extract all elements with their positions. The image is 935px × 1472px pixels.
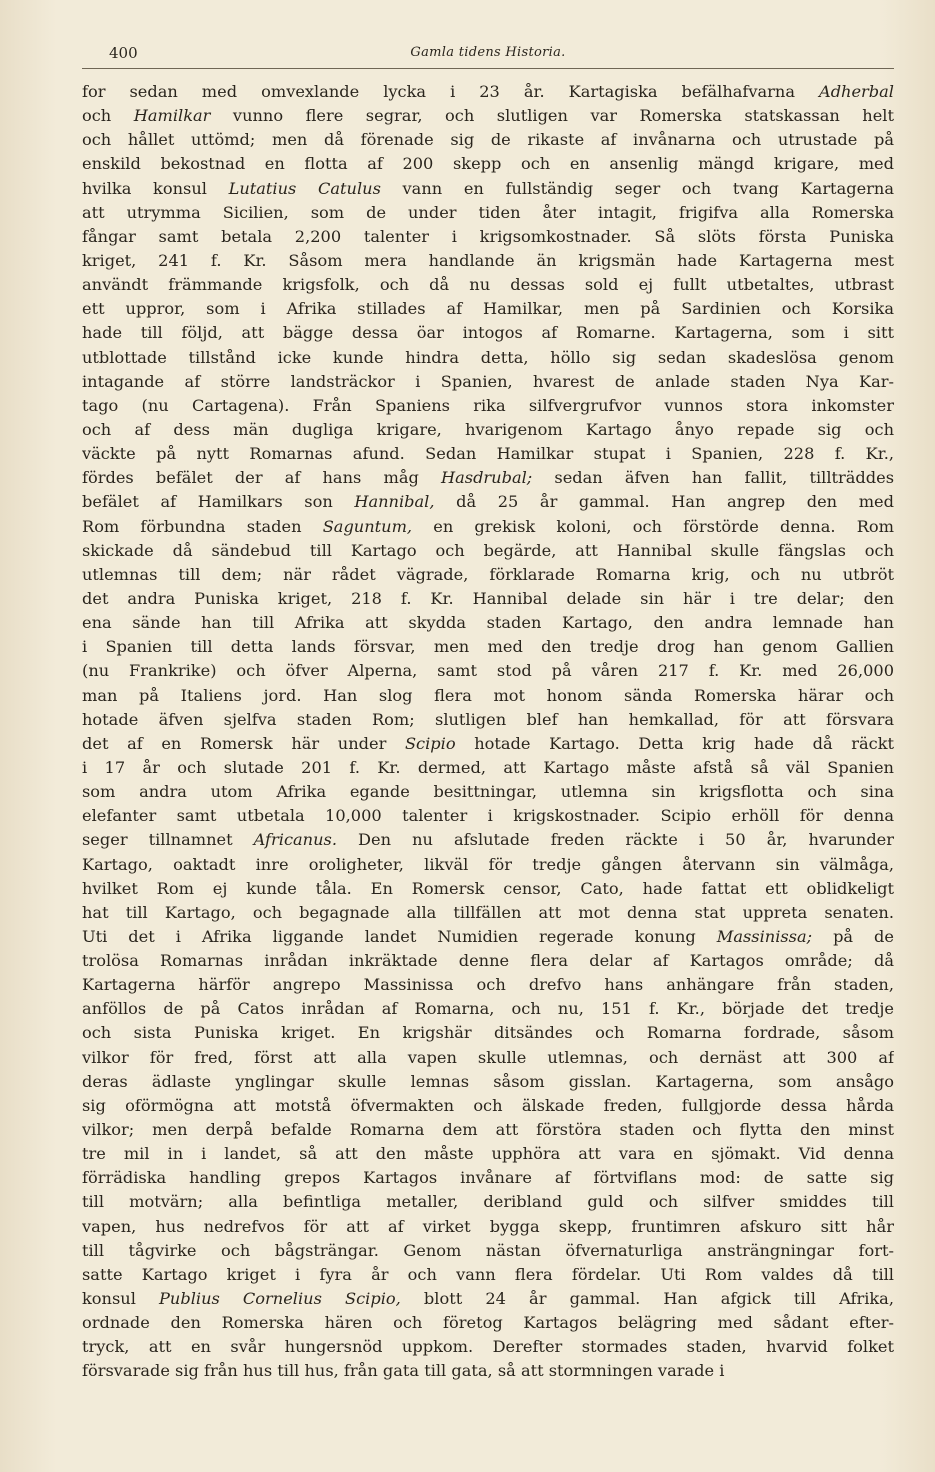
text-line: satte Kartago kriget i fyra år och vann flera fördelar. Uti Rom valdes då till [82, 1264, 894, 1284]
text-line: tre mil in i landet, så att den måste upphöra att vara en sjömakt. Vid denna [82, 1144, 894, 1164]
text-line: hotade äfven sjelfva staden Rom; slutligen blef han hemkallad, för att försvara [82, 709, 894, 729]
text-line: fångar samt betala 2,200 talenter i krigsomkostnader. Så slöts första Puniska [82, 226, 894, 246]
text-line: fördes befälet der af hans måg Hasdrubal; sedan äfven han fallit, tillträddes [82, 468, 894, 488]
text-line: hvilka konsul Lutatius Catulus vann en fullständig seger och tvang Kartagerna [82, 178, 894, 198]
text-line: kriget, 241 f. Kr. Såsom mera handlande än krigsmän hade Kartagerna mest [82, 250, 894, 270]
text-line: hade till följd, att bägge dessa öar intogos af Romarne. Kartagerna, som i sitt [82, 323, 894, 343]
text-line: vilkor för fred, först att alla vapen skulle utlemnas, och dernäst att 300 af [82, 1047, 894, 1067]
text-line: anföllos de på Catos inrådan af Romarna, och nu, 151 f. Kr., började det tredje [82, 999, 894, 1019]
text-line: och sista Puniska kriget. En krigshär ditsändes och Romarna fordrade, såsom [82, 1023, 894, 1043]
running-title: Gamla tidens Historia. [410, 45, 566, 60]
text-line: utblottade tillstånd icke kunde hindra detta, höllo sig sedan skadeslösa genom [82, 347, 894, 367]
page-header [82, 42, 894, 69]
text-line: enskild bekostnad en flotta af 200 skepp och en ansenlig mängd krigare, med [82, 154, 894, 174]
text-line: intagande af större landsträckor i Spanien, hvarest de anlade staden Nya Kar- [82, 371, 894, 391]
text-line: användt främmande krigsfolk, och då nu dessas sold ej fullt utbetaltes, utbrast [82, 275, 894, 295]
text-line: förrädiska handling grepos Kartagos invånare af förtviflans mod: de satte sig [82, 1168, 894, 1188]
text-line: tryck, att en svår hungersnöd uppkom. Derefter stormades staden, hvarvid folket [82, 1337, 894, 1357]
page-number: 400 [109, 44, 138, 62]
text-line: försvarade sig från hus till hus, från gata till gata, så att stormningen varade i [82, 1361, 725, 1381]
text-line: ena sände han till Afrika att skydda staden Kartago, den andra lemnade han [82, 613, 894, 633]
text-line: i 17 år och slutade 201 f. Kr. dermed, att Kartago måste afstå så väl Spanien [82, 757, 894, 777]
text-line: det af en Romersk här under Scipio hotade Kartago. Detta krig hade då räckt [82, 733, 894, 753]
text-line: skickade då sändebud till Kartago och begärde, att Hannibal skulle fängslas och [82, 540, 894, 560]
text-line: trolösa Romarnas inrådan inkräktade denne flera delar af Kartagos område; då [82, 951, 894, 971]
text-line: befälet af Hamilkars son Hannibal, då 25 år gammal. Han angrep den med [82, 492, 894, 512]
text-line: elefanter samt utbetala 10,000 talenter i krigskostnader. Scipio erhöll för denna [82, 806, 894, 826]
text-line: Rom förbundna staden Saguntum, en grekisk koloni, och förstörde denna. Rom [82, 516, 894, 536]
text-line: konsul Publius Cornelius Scipio, blott 24 år gammal. Han afgick till Afrika, [82, 1289, 894, 1309]
text-line: och hållet uttömd; men då förenade sig de rikaste af invånarna och utrustade på [82, 130, 894, 150]
text-line: väckte på nytt Romarnas afund. Sedan Hamilkar stupat i Spanien, 228 f. Kr., [82, 444, 894, 464]
text-line: vilkor; men derpå befalde Romarna dem att förstöra staden och flytta den minst [82, 1120, 894, 1140]
text-line: som andra utom Afrika egande besittningar, utlemna sin krigsflotta och sina [82, 782, 894, 802]
text-line: tago (nu Cartagena). Från Spaniens rika silfvergrufvor vunnos stora inkomster [82, 395, 894, 415]
text-line: sig oförmögna att motstå öfvermakten och älskade freden, fullgjorde dessa hårda [82, 1095, 894, 1115]
text-line: ett uppror, som i Afrika stillades af Hamilkar, men på Sardinien och Korsika [82, 299, 894, 319]
text-line: hat till Kartago, och begagnade alla tillfällen att mot denna stat uppreta senaten. [82, 902, 894, 922]
text-line: man på Italiens jord. Han slog flera mot honom sända Romerska härar och [82, 685, 894, 705]
text-line: hvilket Rom ej kunde tåla. En Romersk censor, Cato, hade fattat ett oblidkeligt [82, 878, 894, 898]
text-line: Uti det i Afrika liggande landet Numidien regerade konung Massinissa; på de [82, 926, 894, 946]
body-text [82, 80, 894, 1384]
text-line: Kartago, oaktadt inre oroligheter, likväl för tredje gången återvann sin välmåga, [82, 854, 894, 874]
text-line: Kartagerna härför angrepo Massinissa och drefvo hans anhängare från staden, [82, 975, 894, 995]
text-line: deras ädlaste ynglingar skulle lemnas såsom gisslan. Kartagerna, som ansågo [82, 1071, 894, 1091]
text-line: ordnade den Romerska hären och företog Kartagos belägring med sådant efter- [82, 1313, 894, 1333]
text-line: utlemnas till dem; när rådet vägrade, förklarade Romarna krig, och nu utbröt [82, 564, 894, 584]
text-line: till tågvirke och bågsträngar. Genom nästan öfvernaturliga ansträngningar fort- [82, 1240, 894, 1260]
text-line: och af dess män dugliga krigare, hvarigenom Kartago ånyo repade sig och [82, 419, 894, 439]
text-line: vapen, hus nedrefvos för att af virket bygga skepp, fruntimren afskuro sitt hår [82, 1216, 894, 1236]
text-line: i Spanien till detta lands försvar, men med den tredje drog han genom Gallien [82, 637, 894, 657]
text-line: och Hamilkar vunno flere segrar, och slutligen var Romerska statskassan helt [82, 106, 894, 126]
text-line: (nu Frankrike) och öfver Alperna, samt stod på våren 217 f. Kr. med 26,000 [82, 661, 894, 681]
text-line: for sedan med omvexlande lycka i 23 år. Kartagiska befälhafvarna Adherbal [82, 82, 894, 101]
text-line: att utrymma Sicilien, som de under tiden åter intagit, frigifva alla Romerska [82, 202, 894, 222]
text-line: det andra Puniska kriget, 218 f. Kr. Hannibal delade sin här i tre delar; den [82, 588, 894, 608]
text-line: seger tillnamnet Africanus. Den nu afslutade freden räckte i 50 år, hvarunder [82, 830, 894, 850]
text-line: till motvärn; alla befintliga metaller, deribland guld och silfver smiddes till [82, 1192, 894, 1212]
